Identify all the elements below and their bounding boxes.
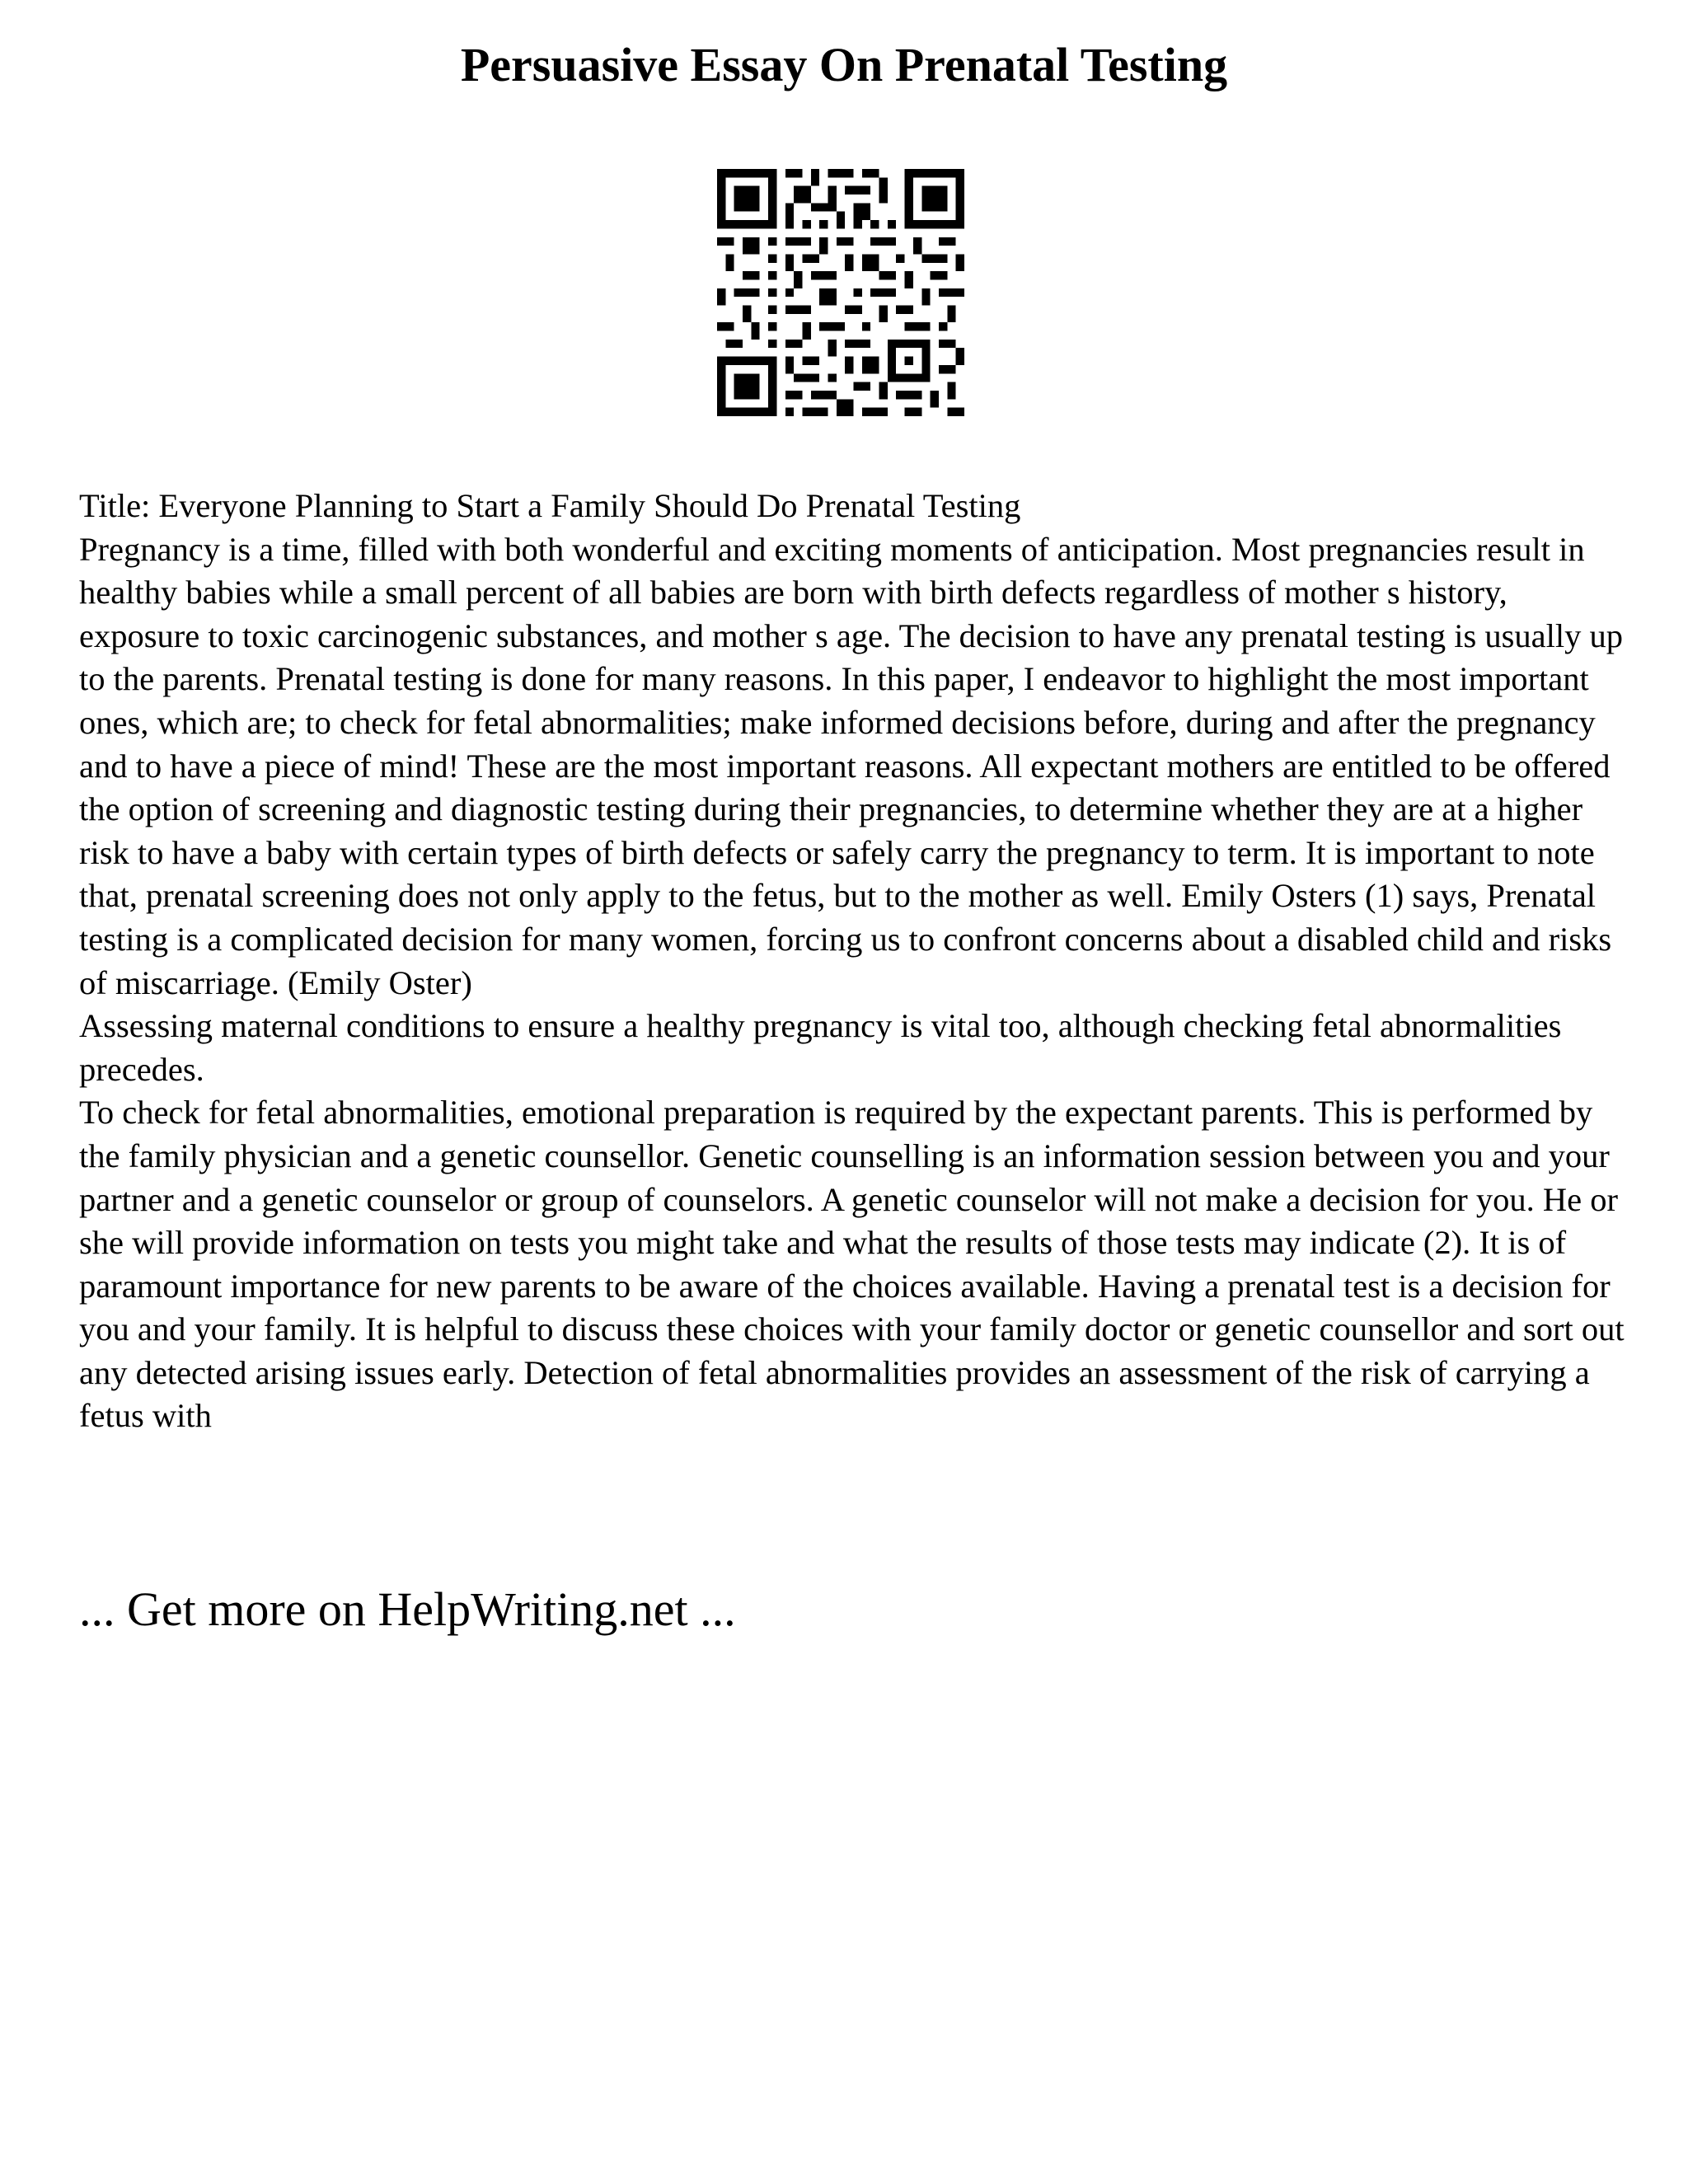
essay-body [79,485,1629,1438]
qr-code-icon [717,169,964,416]
paragraph: Assessing maternal conditions to ensure a healthy pregnancy is vital too, although checking fetal abnormalities precedes. [79,1007,1562,1088]
page-title: Persuasive Essay On Prenatal Testing [460,38,1228,91]
paragraph: Pregnancy is a time, filled with both wonderful and exciting moments of anticipation. Most pregnancies result in healthy babies while a small percent of all babies are born with birth defects regardless of mother s history, exposure to toxic carcinogenic substances, and mother s age. The decision to have any prenatal testing is usually up to the parents. Prenatal testing is done for many reasons. In this paper, I endeavor to highlight the most important ones, which are; to check for fetal abnormalities; make informed decisions before, during and after the pregnancy and to have a piece of mind! These are the most important reasons. All expectant mothers are entitled to be offered the option of screening and diagnostic testing during their pregnancies, to determine whether they are at a higher risk to have a baby with certain types of birth defects or safely carry the pregnancy to term. It is important to note that, prenatal screening does not only apply to the fetus, but to the mother as well. Emily Osters (1) says, Prenatal testing is a complicated decision for many women, forcing us to confront concerns about a disabled child and risks of miscarriage. (Emily Oster) [79,530,1623,1001]
get-more-link[interactable]: ... Get more on HelpWriting.net ... [79,1582,736,1636]
paragraph: To check for fetal abnormalities, emotional preparation is required by the expectant parents. This is performed by the family physician and a genetic counsellor. Genetic counselling is an information session between you and your partner and a genetic counselor or group of counselors. A genetic counselor will not make a decision for you. He or she will provide information on tests you might take and what the results of those tests may indicate (2). It is of paramount importance for new parents to be aware of the choices available. Having a prenatal test is a decision for you and your family. It is helpful to discuss these choices with your family doctor or genetic counsellor and sort out any detected arising issues early. Detection of fetal abnormalities provides an assessment of the risk of carrying a fetus with [79,1094,1625,1435]
essay-title: Title: Everyone Planning to Start a Family Should Do Prenatal Testing [79,487,1021,524]
